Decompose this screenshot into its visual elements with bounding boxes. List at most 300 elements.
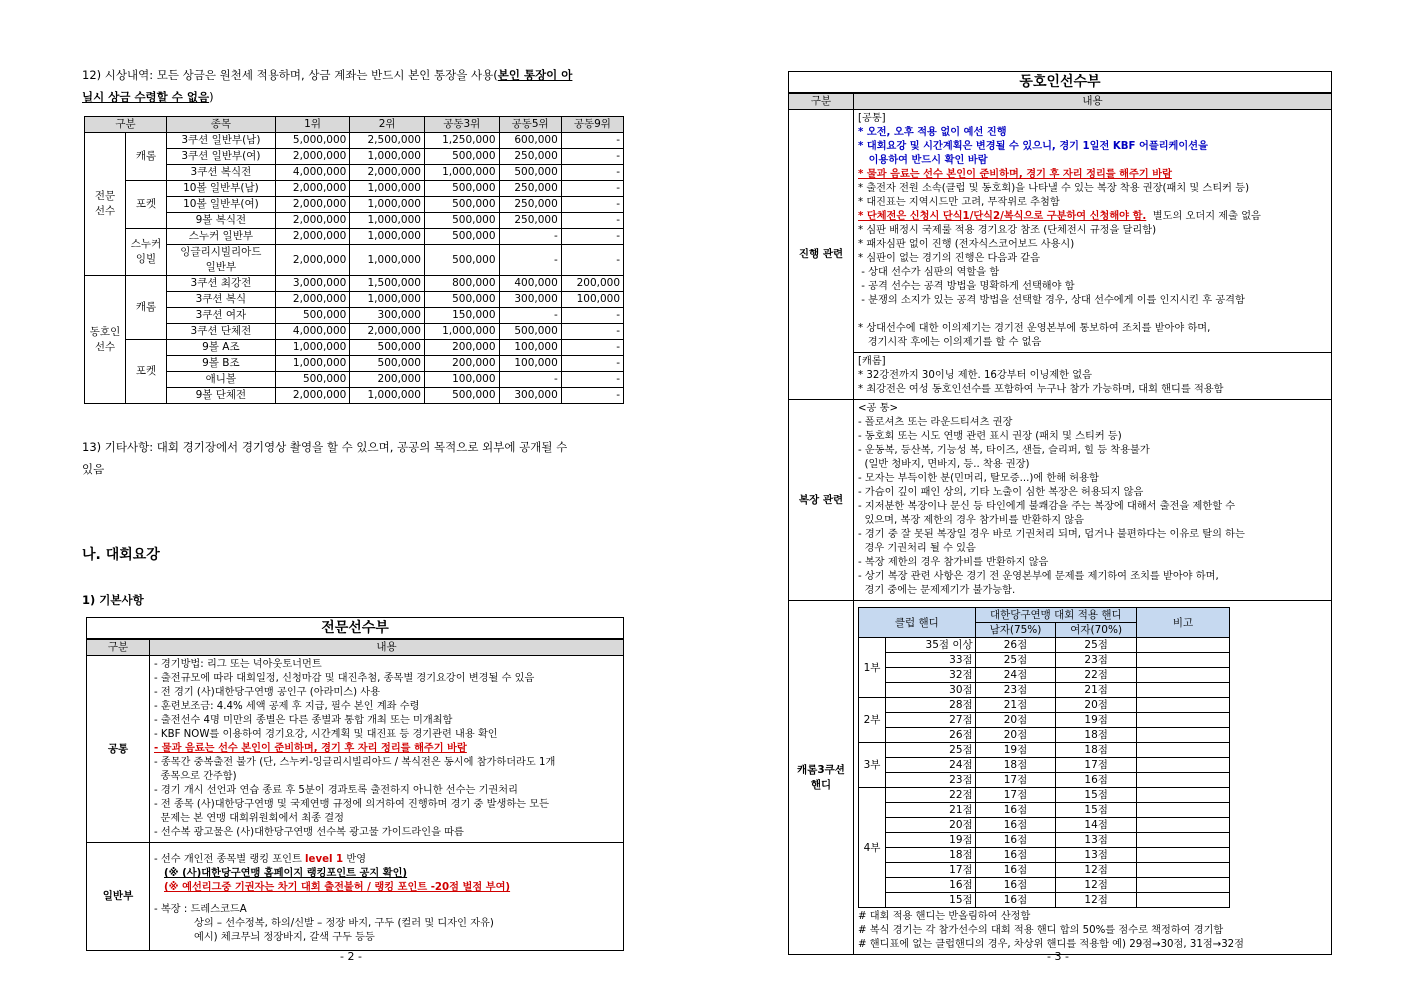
- handi-value-cell: 15점: [1056, 803, 1137, 818]
- prize-amount-cell: 1,000,000: [424, 165, 499, 181]
- handi-note-cell: [1137, 713, 1230, 728]
- dress-item: - 복장 제한의 경우 참가비를 반환하지 않음: [858, 557, 1049, 568]
- prize-amount-cell: 500,000: [424, 213, 499, 229]
- prize-row: [85, 229, 624, 245]
- prize-amount-cell: 250,000: [499, 197, 561, 213]
- handi-value-cell: 18점: [1056, 743, 1137, 758]
- handi-club-cell: 20점: [886, 818, 976, 833]
- misc-line-2: 있음: [82, 462, 105, 476]
- prog-item: * 심판 배정시 국제룰 적용 경기요강 참조 (단체전시 규정을 달리함): [858, 225, 1157, 236]
- dress-item: - 모자는 부득이한 분(민머리, 탈모증...)에 한해 허용함: [858, 473, 1099, 484]
- prize-amount-cell: 100,000: [499, 340, 561, 356]
- prize-amount-cell: 500,000: [499, 324, 561, 340]
- prize-amount-cell: -: [561, 197, 623, 213]
- general-dresscode-detail: 상의 – 선수정복, 하의/신발 – 정장 바지, 구두 (컬러 및 디자인 자유): [194, 918, 494, 929]
- misc-paragraph: [82, 436, 627, 480]
- handi-note-cell: [1137, 773, 1230, 788]
- prize-amount-cell: 1,000,000: [350, 213, 425, 229]
- pro-box: [86, 617, 624, 951]
- prize-amount-cell: 4,000,000: [275, 324, 350, 340]
- prize-amount-cell: 3,000,000: [275, 276, 350, 292]
- prog-label: 진행 관련: [789, 110, 854, 400]
- handi-note-cell: [1137, 893, 1230, 908]
- carom-item: * 최강전은 여성 동호인선수를 포함하여 누구나 참가 가능하며, 대회 핸디를 적용함: [858, 384, 1224, 395]
- handi-value-cell: 12점: [1056, 863, 1137, 878]
- prize-amount-cell: 2,000,000: [275, 213, 350, 229]
- prize-header-cell: 공동9위: [561, 117, 623, 133]
- handi-club-cell: 33점: [886, 653, 976, 668]
- prog-item: * 패자심판 없이 진행 (전자식스코어보드 사용시): [858, 239, 1075, 250]
- handi-row: [859, 893, 1230, 908]
- pro-common-label: 공통: [87, 656, 150, 843]
- dress-item: - 폴로셔츠 또는 라운드티셔츠 권장: [858, 417, 1013, 428]
- prize-amount-cell: 2,000,000: [350, 165, 425, 181]
- amateur-col-gubun: 구분: [789, 94, 854, 110]
- prize-amount-cell: 1,000,000: [350, 197, 425, 213]
- prog-item: [858, 308, 1327, 322]
- prize-subgroup-cell: 캐롬: [126, 276, 167, 340]
- handi-value-cell: 12점: [1056, 878, 1137, 893]
- prize-row: [85, 181, 624, 197]
- prize-amount-cell: 500,000: [424, 245, 499, 276]
- prize-amount-cell: 100,000: [561, 292, 623, 308]
- pro-common-item: - 출전선수 4명 미만의 종별은 다른 종별과 통합 개최 또는 미개최함: [154, 715, 453, 726]
- pro-common-item: - KBF NOW를 이용하여 경기요강, 시간계획 및 대진표 등 경기관련 내용 확인: [154, 729, 498, 740]
- prog-item: [858, 168, 1327, 182]
- handi-group-label: 1부: [859, 638, 886, 698]
- prize-row: [85, 340, 624, 356]
- handi-value-cell: 23점: [1056, 653, 1137, 668]
- prog-item-tail: 별도의 오더지 제출 없음: [1146, 211, 1261, 222]
- prize-table: [84, 116, 624, 404]
- prize-close: ): [209, 90, 214, 104]
- prog-item: 경기시작 후에는 이의제기를 할 수 없음: [858, 337, 1042, 348]
- prize-amount-cell: -: [561, 213, 623, 229]
- handi-note-cell: [1137, 848, 1230, 863]
- prize-amount-cell: 500,000: [424, 229, 499, 245]
- handi-value-cell: 14점: [1056, 818, 1137, 833]
- handi-h-male: 남자(75%): [975, 623, 1056, 638]
- prize-header-cell: 구분: [85, 117, 167, 133]
- handi-value-cell: 26점: [975, 638, 1056, 653]
- handi-value-cell: 16점: [975, 878, 1056, 893]
- prog-item-emph: * 단체전은 신청시 단식1/단식2/복식으로 구분하여 신청해야 함.: [858, 211, 1147, 222]
- handi-notes: [858, 910, 1327, 952]
- prize-amount-cell: 2,000,000: [275, 197, 350, 213]
- prize-amount-cell: 1,000,000: [350, 229, 425, 245]
- dress-label: 복장 관련: [789, 400, 854, 601]
- handi-row: [859, 743, 1230, 758]
- section-title: 나. 대회요강: [82, 547, 160, 563]
- prize-amount-cell: 250,000: [499, 149, 561, 165]
- prize-event-cell: 10볼 일반부(여): [167, 197, 276, 213]
- general-penalty-notice: (※ 예선리그중 기권자는 차기 대회 출전불허 / 랭킹 포인트 -20점 벌점 부여): [164, 882, 511, 893]
- prog-item: * 상대선수에 대한 이의제기는 경기전 운영본부에 통보하여 조치를 받아야 하며,: [858, 323, 1211, 334]
- pro-col-content: 내용: [150, 640, 624, 656]
- handi-group-label: 3부: [859, 743, 886, 788]
- prize-amount-cell: 1,000,000: [275, 356, 350, 372]
- prize-amount-cell: 1,000,000: [350, 181, 425, 197]
- handi-value-cell: 16점: [975, 848, 1056, 863]
- prize-table-header: [85, 117, 624, 133]
- prize-amount-cell: 1,000,000: [350, 149, 425, 165]
- handi-row: [859, 833, 1230, 848]
- prize-underline-a: 본인 통장이 아: [497, 68, 573, 82]
- handi-note-cell: [1137, 683, 1230, 698]
- prize-amount-cell: 1,000,000: [350, 245, 425, 276]
- prize-underline-b: 닐시 상금 수령할 수 없음: [82, 90, 210, 104]
- handi-value-cell: 22점: [1056, 668, 1137, 683]
- carom-item: [캐롬]: [858, 356, 886, 367]
- handi-note-cell: [1137, 878, 1230, 893]
- prize-header-cell: 공동3위: [424, 117, 499, 133]
- handi-value-cell: 19점: [1056, 713, 1137, 728]
- prize-event-cell: 잉글리시빌리아드 일반부: [167, 245, 276, 276]
- prize-amount-cell: 1,000,000: [350, 292, 425, 308]
- handi-row: [859, 758, 1230, 773]
- handi-row: [859, 878, 1230, 893]
- prize-event-cell: 9볼 B조: [167, 356, 276, 372]
- prog-item: - 공격 선수는 공격 방법을 명확하게 선택해야 함: [858, 281, 1075, 292]
- handi-note: # 복식 경기는 각 참가선수의 대회 적용 핸디 합의 50%를 점수로 책정하여 경기함: [858, 925, 1224, 936]
- prize-amount-cell: -: [499, 245, 561, 276]
- carom-item: * 32강전까지 30이닝 제한. 16강부터 이닝제한 없음: [858, 370, 1092, 381]
- handi-value-cell: 17점: [975, 788, 1056, 803]
- dress-item: 경우 기권처리 될 수 있음: [858, 543, 976, 554]
- prize-amount-cell: 500,000: [424, 292, 499, 308]
- prize-amount-cell: 500,000: [424, 181, 499, 197]
- prize-amount-cell: -: [499, 372, 561, 388]
- prize-event-cell: 3쿠션 최강전: [167, 276, 276, 292]
- prize-amount-cell: -: [561, 388, 623, 404]
- right-page: [702, 0, 1403, 992]
- page-number-left: - 2 -: [340, 950, 362, 963]
- handi-note-cell: [1137, 743, 1230, 758]
- prize-amount-cell: 500,000: [350, 340, 425, 356]
- pro-common-item: 종목으로 간주함): [154, 771, 237, 782]
- prize-event-cell: 3쿠션 일반부(남): [167, 133, 276, 149]
- handi-note-cell: [1137, 728, 1230, 743]
- prog-item-emph: * 오전, 오후 적용 없이 예선 진행: [858, 127, 1007, 138]
- dress-item: - 동호회 또는 시도 연맹 관련 표시 권장 (패치 및 스티커 등): [858, 431, 1122, 442]
- handi-row: [859, 698, 1230, 713]
- prize-event-cell: 9볼 A조: [167, 340, 276, 356]
- handi-group-label: 4부: [859, 788, 886, 908]
- prize-amount-cell: 1,500,000: [350, 276, 425, 292]
- handi-value-cell: 17점: [975, 773, 1056, 788]
- handi-club-cell: 15점: [886, 893, 976, 908]
- handi-club-cell: 35점 이상: [886, 638, 976, 653]
- pro-box-title: 전문선수부: [86, 617, 624, 639]
- prize-group-cell: 전문 선수: [85, 133, 126, 276]
- prize-amount-cell: -: [561, 229, 623, 245]
- handi-note-cell: [1137, 653, 1230, 668]
- handi-club-cell: 17점: [886, 863, 976, 878]
- prize-amount-cell: -: [561, 181, 623, 197]
- handi-table: [858, 607, 1230, 908]
- handi-value-cell: 16점: [1056, 773, 1137, 788]
- handi-note-cell: [1137, 638, 1230, 653]
- pro-common-item: - 출전규모에 따라 대회일정, 신청마감 및 대진추첨, 종목별 경기요강이 변경될 수 있음: [154, 673, 535, 684]
- handi-value-cell: 18점: [975, 758, 1056, 773]
- misc-line-1: 13) 기타사항: 대회 경기장에서 경기영상 촬영을 할 수 있으며, 공공의 목적으로 외부에 공개될 수: [82, 440, 568, 454]
- handi-note-cell: [1137, 788, 1230, 803]
- prog-item: * 심판이 없는 경기의 진행은 다음과 같음: [858, 253, 1040, 264]
- prize-amount-cell: 2,000,000: [275, 292, 350, 308]
- dress-item: <공 통>: [858, 403, 898, 414]
- pro-common-item: [154, 742, 619, 756]
- handi-note-cell: [1137, 698, 1230, 713]
- handi-row: [859, 668, 1230, 683]
- handi-value-cell: 24점: [975, 668, 1056, 683]
- handi-value-cell: 21점: [1056, 683, 1137, 698]
- prize-amount-cell: 300,000: [499, 388, 561, 404]
- handi-note: # 대회 적용 핸디는 반올림하여 산정함: [858, 911, 1031, 922]
- pro-general-list: [150, 843, 624, 951]
- dress-item: - 경기 중 잘 못된 복장일 경우 바로 기권처리 되며, 덥거나 불편하다는 이유로 탈의 하는: [858, 529, 1245, 540]
- pro-col-gubun: 구분: [87, 640, 150, 656]
- handi-value-cell: 16점: [975, 803, 1056, 818]
- dress-item: 있으며, 복장 제한의 경우 참가비를 반환하지 않음: [858, 515, 1084, 526]
- general-rank-tail: 반영: [343, 854, 367, 865]
- prize-subgroup-cell: 포켓: [126, 181, 167, 229]
- handi-club-cell: 25점: [886, 743, 976, 758]
- general-rank-level: level 1: [305, 854, 344, 865]
- handi-club-cell: 21점: [886, 803, 976, 818]
- pro-common-item: - 경기방법: 리그 또는 넉아웃토너먼트: [154, 659, 322, 670]
- prize-amount-cell: 150,000: [424, 308, 499, 324]
- handi-row: [859, 713, 1230, 728]
- prog-item: - 분쟁의 소지가 있는 공격 방법을 선택할 경우, 상대 선수에게 이를 인지시킨 후 공격함: [858, 295, 1245, 306]
- pro-box-table: [86, 639, 624, 951]
- prog-item: * 출전자 전원 소속(클럽 및 동호회)을 나타낼 수 있는 복장 착용 권장(패치 및 스티커 등): [858, 183, 1250, 194]
- prog-item: [858, 154, 1327, 168]
- handi-row: [859, 728, 1230, 743]
- prize-amount-cell: 200,000: [350, 372, 425, 388]
- handi-club-cell: 27점: [886, 713, 976, 728]
- handi-club-cell: 28점: [886, 698, 976, 713]
- pro-common-item: 문제는 본 연맹 대회위원회에서 최종 결정: [154, 813, 344, 824]
- handi-value-cell: 21점: [975, 698, 1056, 713]
- prize-amount-cell: 500,000: [275, 308, 350, 324]
- prize-amount-cell: 2,000,000: [275, 229, 350, 245]
- handi-club-cell: 16점: [886, 878, 976, 893]
- prize-header-cell: 공동5위: [499, 117, 561, 133]
- prize-event-cell: 3쿠션 일반부(여): [167, 149, 276, 165]
- prize-table-body: [85, 133, 624, 404]
- prog-item: * 대진표는 지역시드만 고려, 무작위로 추첨함: [858, 197, 1060, 208]
- prize-amount-cell: -: [561, 133, 623, 149]
- handi-value-cell: 17점: [1056, 758, 1137, 773]
- handi-value-cell: 19점: [975, 743, 1056, 758]
- handi-value-cell: 12점: [1056, 893, 1137, 908]
- handi-value-cell: 15점: [1056, 788, 1137, 803]
- handi-row: [859, 683, 1230, 698]
- prize-amount-cell: 2,000,000: [350, 324, 425, 340]
- handi-club-cell: 23점: [886, 773, 976, 788]
- prize-amount-cell: 200,000: [561, 276, 623, 292]
- prize-amount-cell: 1,250,000: [424, 133, 499, 149]
- prize-header-cell: 2위: [350, 117, 425, 133]
- prize-amount-cell: 500,000: [350, 356, 425, 372]
- handi-note-cell: [1137, 863, 1230, 878]
- handi-value-cell: 23점: [975, 683, 1056, 698]
- prize-amount-cell: -: [561, 245, 623, 276]
- prog-item: [858, 210, 1327, 224]
- handi-value-cell: 13점: [1056, 833, 1137, 848]
- general-dresscode: - 복장 : 드레스코드A: [154, 904, 247, 915]
- handi-cell: [854, 601, 1332, 955]
- prog-item: [858, 126, 1327, 140]
- handi-value-cell: 20점: [975, 728, 1056, 743]
- handi-club-cell: 32점: [886, 668, 976, 683]
- pro-common-item: - 선수복 광고물은 (사)대한당구연맹 선수복 광고물 가이드라인을 따름: [154, 827, 464, 838]
- prize-row: [85, 133, 624, 149]
- prize-amount-cell: -: [561, 340, 623, 356]
- prize-event-cell: 3쿠션 단체전: [167, 324, 276, 340]
- handi-club-cell: 22점: [886, 788, 976, 803]
- pro-common-list: [150, 656, 624, 843]
- prize-subgroup-cell: 스누커 잉빌: [126, 229, 167, 276]
- handi-value-cell: 16점: [975, 833, 1056, 848]
- prize-amount-cell: 500,000: [424, 149, 499, 165]
- amateur-table: [788, 93, 1332, 955]
- prize-amount-cell: -: [561, 308, 623, 324]
- prize-amount-cell: 1,000,000: [350, 388, 425, 404]
- handi-club-cell: 19점: [886, 833, 976, 848]
- prize-amount-cell: 5,000,000: [275, 133, 350, 149]
- prize-event-cell: 9볼 복식전: [167, 213, 276, 229]
- carom-list: [854, 353, 1332, 400]
- pro-common-item: - 경기 개시 선언과 연습 종료 후 5분이 경과토록 출전하지 아니한 선수는 기권처리: [154, 785, 518, 796]
- prize-amount-cell: 600,000: [499, 133, 561, 149]
- prize-paragraph: [82, 64, 627, 108]
- handi-note-cell: [1137, 833, 1230, 848]
- prize-amount-cell: -: [561, 372, 623, 388]
- general-dresscode-example: 예시) 체크무늬 정장바지, 갈색 구두 등등: [194, 932, 375, 943]
- prize-event-cell: 10볼 일반부(남): [167, 181, 276, 197]
- prize-amount-cell: 4,000,000: [275, 165, 350, 181]
- prize-event-cell: 스누커 일반부: [167, 229, 276, 245]
- prize-amount-cell: 2,500,000: [350, 133, 425, 149]
- prog-item-emph: * 물과 음료는 선수 본인이 준비하며, 경기 후 자리 정리를 해주기 바람: [858, 169, 1172, 180]
- prize-event-cell: 애니볼: [167, 372, 276, 388]
- handi-group-label: 2부: [859, 698, 886, 743]
- handi-value-cell: 25점: [975, 653, 1056, 668]
- prize-amount-cell: 200,000: [424, 356, 499, 372]
- handi-h-female: 여자(70%): [1056, 623, 1137, 638]
- prize-row: [85, 276, 624, 292]
- prize-amount-cell: -: [499, 308, 561, 324]
- prize-event-cell: 9볼 단체전: [167, 388, 276, 404]
- handi-value-cell: 20점: [1056, 698, 1137, 713]
- handi-value-cell: 20점: [975, 713, 1056, 728]
- handi-row: [859, 788, 1230, 803]
- pro-common-item: - 전 종목 (사)대한당구연맹 및 국제연맹 규정에 의거하여 진행하며 경기 중 발생하는 모든: [154, 799, 549, 810]
- handi-row: [859, 818, 1230, 833]
- prize-amount-cell: 2,000,000: [275, 245, 350, 276]
- handi-club-cell: 30점: [886, 683, 976, 698]
- prize-amount-cell: 250,000: [499, 181, 561, 197]
- handi-club-cell: 26점: [886, 728, 976, 743]
- handi-body: [859, 638, 1230, 908]
- prize-amount-cell: 500,000: [424, 197, 499, 213]
- prize-subgroup-cell: 캐롬: [126, 133, 167, 181]
- prize-event-cell: 3쿠션 복식전: [167, 165, 276, 181]
- prize-amount-cell: 200,000: [424, 340, 499, 356]
- general-rank-notice: (※ (사)대한당구연맹 홈페이지 랭킹포인트 공지 확인): [164, 868, 408, 879]
- prize-amount-cell: 800,000: [424, 276, 499, 292]
- handi-label: 캐롬3쿠션 핸디: [789, 601, 854, 955]
- amateur-box-title: 동호인선수부: [788, 71, 1332, 93]
- prog-item-emph: * 대회요강 및 시간계획은 변경될 수 있으니, 경기 1일전 KBF 어플리케이션을: [858, 141, 1208, 152]
- prize-amount-cell: -: [561, 356, 623, 372]
- pro-common-item: - 종목간 중복출전 불가 (단, 스누커-잉글리시빌리아드 / 복식전은 동시에 참가하더라도 1개: [154, 757, 556, 768]
- prize-header-cell: 종목: [167, 117, 276, 133]
- handi-row: [859, 653, 1230, 668]
- general-rank-text: - 선수 개인전 종목별 랭킹 포인트: [154, 854, 306, 865]
- prog-item: - 상대 선수가 심판의 역할을 함: [858, 267, 1000, 278]
- amateur-box: [788, 71, 1332, 955]
- prog-item: [858, 140, 1327, 154]
- prize-amount-cell: 300,000: [499, 292, 561, 308]
- pro-general-label: 일반부: [87, 843, 150, 951]
- prize-header-cell: 1위: [275, 117, 350, 133]
- prize-amount-cell: 500,000: [499, 165, 561, 181]
- dress-list: [854, 400, 1332, 601]
- prize-amount-cell: 250,000: [499, 213, 561, 229]
- page-number-right: - 3 -: [1047, 950, 1069, 963]
- dress-item: (일반 청바지, 면바지, 등.. 착용 권장): [858, 459, 1030, 470]
- handi-row: [859, 848, 1230, 863]
- prize-amount-cell: 2,000,000: [275, 388, 350, 404]
- prize-amount-cell: 300,000: [350, 308, 425, 324]
- prize-amount-cell: 1,000,000: [424, 324, 499, 340]
- prize-amount-cell: -: [561, 149, 623, 165]
- amateur-col-content: 내용: [854, 94, 1332, 110]
- prize-amount-cell: 400,000: [499, 276, 561, 292]
- prize-event-cell: 3쿠션 복식: [167, 292, 276, 308]
- pro-common-item: - 전 경기 (사)대한당구연맹 공인구 (아라미스) 사용: [154, 687, 380, 698]
- dress-item: - 지저분한 복장이나 문신 등 타인에게 불쾌감을 주는 복장에 대해서 출전을 제한할 수: [858, 501, 1236, 512]
- handi-value-cell: 13점: [1056, 848, 1137, 863]
- handi-club-cell: 18점: [886, 848, 976, 863]
- handi-value-cell: 16점: [975, 893, 1056, 908]
- prize-amount-cell: 100,000: [424, 372, 499, 388]
- handi-note-cell: [1137, 758, 1230, 773]
- dress-item: 경기 중에는 문제제기가 불가능함.: [858, 585, 1016, 596]
- dress-item: - 가슴이 깊이 패인 상의, 기타 노출이 심한 복장은 허용되지 않음: [858, 487, 1144, 498]
- prize-subgroup-cell: 포켓: [126, 340, 167, 404]
- dress-item: - 상기 복장 관련 사항은 경기 전 운영본부에 문제를 제기하여 조치를 받아야 하며,: [858, 571, 1219, 582]
- prize-amount-cell: -: [561, 165, 623, 181]
- handi-h-note: 비고: [1137, 608, 1230, 638]
- handi-value-cell: 16점: [975, 818, 1056, 833]
- prog-item: [공통]: [858, 113, 886, 124]
- handi-value-cell: 16점: [975, 863, 1056, 878]
- prize-text: 12) 시상내역: 모든 상금은 원천세 적용하며, 상금 계좌는 반드시 본인 통장을 사용(: [82, 68, 498, 82]
- prize-event-cell: 3쿠션 여자: [167, 308, 276, 324]
- prize-amount-cell: 2,000,000: [275, 181, 350, 197]
- dress-item: - 운동복, 등산복, 기능성 복, 타이즈, 샌들, 슬리퍼, 힐 등 착용불가: [858, 445, 1150, 456]
- handi-row: [859, 638, 1230, 653]
- prog-list: [854, 110, 1332, 353]
- handi-row: [859, 773, 1230, 788]
- handi-row: [859, 863, 1230, 878]
- handi-value-cell: 25점: [1056, 638, 1137, 653]
- pro-common-item: - 훈련보조금: 4.4% 세액 공제 후 지급, 필수 본인 계좌 수령: [154, 701, 420, 712]
- sub-title: 1) 기본사항: [82, 593, 144, 607]
